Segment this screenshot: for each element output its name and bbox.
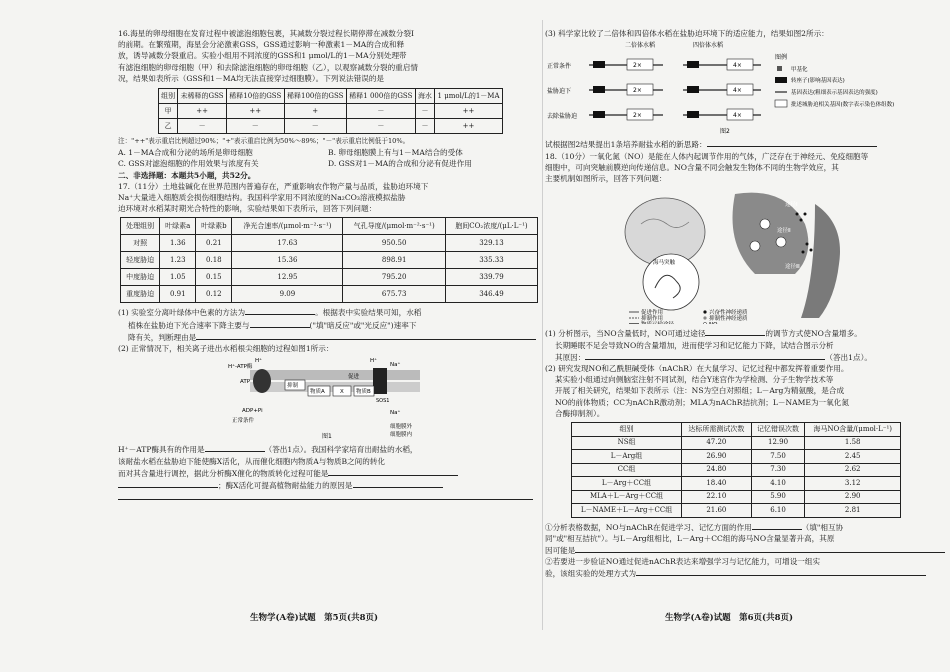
legend-item: 抑制作用	[641, 316, 664, 323]
label-atp: ATP	[240, 379, 251, 386]
table-cell: 2.62	[805, 463, 901, 477]
fig2-legend-item: 转座子(影响基因表达)	[791, 78, 845, 85]
table-row	[572, 490, 901, 504]
q18-c1-text: 因可能是	[545, 545, 576, 555]
table-header: 组别	[572, 423, 682, 437]
q18-sub1-text: （答出1点）。	[825, 352, 872, 362]
q17-stem-line: 17.（11分）土地盐碱化在世界范围内普遍存在，严重影响农作物产量与品质，盐胁迫环境下	[118, 181, 429, 191]
option-b: B. 卵母细胞膜上有与1－MA结合的受体	[328, 148, 463, 158]
label-sos1: SOS1	[376, 398, 390, 405]
answer-blank[interactable]	[353, 479, 443, 488]
fig2-box-label: 2×	[633, 112, 642, 120]
table-header: 组别	[159, 89, 178, 104]
figure-1-label: 图1	[322, 433, 332, 441]
table-header: 净光合速率/(μmol·m⁻²·s⁻¹)	[232, 218, 343, 235]
right-page	[545, 28, 950, 580]
table-cell: 7.50	[751, 450, 805, 464]
legend-item: 兴奋性神经递质	[709, 310, 748, 317]
answer-blank[interactable]	[575, 544, 945, 553]
table-cell: 甲	[159, 104, 178, 119]
gene-box-icon	[775, 100, 787, 107]
figure-2-label: 图2	[720, 128, 730, 136]
table-header: 胞间CO₂浓度/(μL·L⁻¹)	[445, 218, 537, 235]
table-cell: 47.20	[682, 436, 752, 450]
table-row	[572, 450, 901, 464]
table-cell: MLA＋L－Arg＋CC组	[572, 490, 682, 504]
table-cell: 0.91	[160, 286, 196, 303]
table-header: 1 μmol/L的1－MA	[435, 89, 503, 104]
table-cell: ++	[226, 104, 284, 119]
q16-stem-line: 有滤泡细胞的卵母细胞（甲）和去除滤泡细胞的卵母细胞（乙），以观察减数分裂的重启情	[118, 62, 418, 72]
q17-sub2-text: ；酶X活化可提高植物耐盐能力的原因是	[218, 481, 353, 491]
table-cell: CC组	[572, 463, 682, 477]
option-a: A. 1－MA合成和分泌的场所是卵母细胞	[118, 148, 253, 158]
option-c: C. GSS对滤泡细胞的作用效果与浓度有关	[118, 159, 259, 169]
fig2-row-label: 正常条件	[547, 63, 572, 71]
table-cell: 22.10	[682, 490, 752, 504]
fig2-box-label: 4×	[733, 87, 742, 95]
table-cell: 12.90	[751, 436, 805, 450]
answer-blank[interactable]	[250, 319, 310, 328]
table-cell: 2.90	[805, 490, 901, 504]
label-pathway-3: 途径Ⅲ	[785, 264, 800, 271]
table-header: 达标所需测试次数	[682, 423, 752, 437]
q16-stem-line: 的前期。在繁殖期，海星会分泌激素GSS，GSS通过影响一种激素1－MA的合成和释	[118, 40, 405, 50]
figure-1	[118, 354, 538, 440]
label-substance-b: 物质B	[356, 389, 371, 396]
fig2-box-label: 2×	[633, 62, 642, 70]
table-cell: 4.10	[751, 477, 805, 491]
answer-blank[interactable]	[118, 479, 218, 488]
page-footer: 生物学(A卷)试题 第5页(共8页)	[250, 613, 379, 623]
q18-sub2-text: 某实验小组通过向侧脑室注射不同试剂，结合Y迷宫作为学检测、分子生物学技术等	[555, 375, 834, 385]
table-cell: 795.20	[343, 269, 446, 286]
table-cell: L－NAME＋L－Arg＋CC组	[572, 504, 682, 518]
table-cell: 17.63	[232, 235, 343, 252]
fig-legend	[629, 308, 748, 324]
label-x: X	[340, 389, 344, 396]
table-cell: 重度胁迫	[121, 286, 160, 303]
q16-stem-line: 16.海星的卵母细胞在发育过程中被滤泡细胞包裹，其减数分裂过程长期停滞在减数分裂Ⅰ	[118, 29, 415, 38]
q17-sub2-text: 而对其含量进行调控，据此分析酶X催化的物质转化过程可能是	[118, 468, 329, 478]
q18-c1-text: （填"相互协	[801, 522, 844, 532]
q18-sub2-text: 开展了相关研究，结果如下表所示（注：NS为空白对照组；L－Arg为精氨酸，是合成	[555, 386, 845, 396]
page-footer: 生物学(A卷)试题 第6页(共8页)	[665, 613, 794, 623]
page-divider	[542, 20, 543, 630]
fig2-box-label: 4×	[733, 112, 742, 120]
table-cell: L－Arg组	[572, 450, 682, 464]
table-header: 气孔导度/(μmol·m⁻²·s⁻¹)	[343, 218, 446, 235]
answer-blank[interactable]	[752, 521, 802, 530]
table-cell: 1.58	[805, 436, 901, 450]
label-na: Na⁺	[390, 410, 401, 417]
q17-sub2-text: (2) 正常情况下，相关离子进出水稻根尖细胞的过程如图1所示：	[118, 344, 334, 354]
q16-stem-line: 况，结果如表所示（GSS和1－MA均无法直接穿过细胞膜）。下列说法错误的是	[118, 73, 385, 83]
table-header: 稀释10倍的GSS	[226, 89, 284, 104]
table-cell: 18.40	[682, 477, 752, 491]
table-cell: 24.80	[682, 463, 752, 477]
answer-blank[interactable]	[118, 491, 533, 500]
table-cell: 1.36	[160, 235, 196, 252]
q17-sub1-text: 植株在盐胁迫下光合速率下降主要与	[128, 320, 250, 330]
table-cell: 6.10	[751, 504, 805, 518]
table-cell: ++	[435, 119, 503, 134]
fig2-box-label: 2×	[633, 87, 642, 95]
table-header: 处理组别	[121, 218, 160, 235]
table-cell: ++	[178, 104, 227, 119]
q18-sub1-text: 长期睡眠不足会导致NO的含量增加，进而使学习和记忆能力下降，试结合图示分析	[555, 340, 834, 350]
answer-blank[interactable]	[636, 567, 926, 576]
legend-item: 抑制性神经递质	[709, 316, 748, 323]
table-cell: 1.23	[160, 252, 196, 269]
table-cell: 329.13	[445, 235, 537, 252]
table-cell: 9.09	[232, 286, 343, 303]
fig2-gene-row	[589, 109, 761, 120]
table-cell: ++	[435, 104, 503, 119]
label-inhibit: 抑制	[287, 383, 299, 390]
table-cell: －	[415, 119, 434, 134]
q18-sub1-text: 其原因：	[555, 352, 586, 362]
table-cell: 2.81	[805, 504, 901, 518]
legend-item: 促进作用	[641, 310, 664, 317]
label-substance-a: 物质A	[310, 389, 325, 396]
table-header: 稀释1 000倍的GSS	[346, 89, 415, 104]
q17-table	[120, 217, 538, 303]
table-cell: NS组	[572, 436, 682, 450]
table-cell: －	[415, 104, 434, 119]
table-cell: 0.15	[196, 269, 232, 286]
answer-blank[interactable]	[585, 351, 825, 360]
label-pathway-2: 途径Ⅱ	[777, 228, 791, 235]
table-row	[121, 269, 538, 286]
label-normal: 正常条件	[232, 418, 255, 425]
answer-blank[interactable]	[705, 327, 765, 336]
answer-blank[interactable]	[205, 443, 265, 452]
table-cell: －	[346, 119, 415, 134]
table-header: 叶绿素a	[160, 218, 196, 235]
fig2-legend-item: 基因表达(粗细表示基因表达的强度)	[791, 90, 878, 97]
fig2-row-label: 去除盐胁迫	[547, 113, 578, 121]
question-18	[545, 151, 950, 580]
answer-blank[interactable]	[245, 306, 315, 315]
table-cell: L－Arg＋CC组	[572, 477, 682, 491]
q17-sub1-text: 降有关，判断理由是	[128, 332, 197, 342]
methylation-icon	[777, 66, 782, 71]
q18-table	[571, 422, 901, 518]
q17-sub2-text: （答出1点）。我国科学家培育出耐盐的水稻，	[264, 445, 418, 455]
label-pathway-1: 途径Ⅰ	[785, 202, 798, 209]
question-16	[118, 28, 538, 170]
label-adp: ADP+Pi	[242, 408, 263, 415]
q18-sub1-text: 的调节方式使NO含量增多。	[765, 329, 862, 339]
label-h-atp: H⁺-ATP酶	[228, 364, 253, 371]
q18-c2-text: ②若要进一步验证NO通过促进nAChR表达来增强学习与记忆能力，可增设一组实	[545, 557, 821, 567]
fig2-col-header: 四倍体水稻	[693, 42, 724, 50]
transposon-icon	[775, 77, 787, 83]
label-hippocampus: 海马突触	[653, 260, 676, 267]
q17-sub3-text: (3) 科学家比较了二倍体和四倍体水稻在盐胁迫环境下的适应能力，结果如图2所示：	[545, 29, 829, 38]
table-cell: 0.18	[196, 252, 232, 269]
q17-stem-line: 迫环境对水稻某时期光合特性的影响，实验结果如下表所示，回答下列问题：	[118, 204, 377, 214]
table-header: 海马NO含量/(μmol·L⁻¹)	[805, 423, 901, 437]
table-cell: 339.79	[445, 269, 537, 286]
table-cell: 26.90	[682, 450, 752, 464]
table-cell: －	[226, 119, 284, 134]
q17-sub1-text: ("填"暗反应"或"光反应")速率下	[309, 320, 417, 330]
label-h: H⁺	[370, 358, 378, 365]
q16-table	[158, 88, 503, 134]
table-row	[159, 119, 503, 134]
sos1-transporter-icon	[373, 368, 387, 394]
q18-sub2-text: (2) 研究发现NO和乙酰胆碱受体（nAChR）在大鼠学习、记忆过程中都发挥着重要作用。	[545, 364, 849, 374]
table-cell: 2.45	[805, 450, 901, 464]
q18-stem-line: 细胞中，可向突触前膜逆向传递信息。NO含量不同会触发生物体不同的生物学效应，其	[545, 162, 839, 172]
table-cell: 346.49	[445, 286, 537, 303]
question-17	[118, 181, 538, 504]
table-cell: 21.60	[682, 504, 752, 518]
fig2-legend-item: 甲基化	[791, 67, 808, 74]
answer-blank[interactable]	[328, 467, 458, 476]
fig2-gene-row	[589, 84, 761, 95]
q17-sub2-text: 该耐盐水稻在盐胁迫下能使酶X活化，从而催化细胞内物质A与物质B之间的转化	[118, 456, 386, 466]
q18-stem-line: 18.（10分）一氧化氮（NO）是能在人体内起调节作用的气体，广泛存在于神经元、免疫细胞等	[545, 151, 869, 161]
table-header: 稀释100倍的GSS	[284, 89, 346, 104]
table-header: 记忆错误次数	[751, 423, 805, 437]
table-row	[121, 252, 538, 269]
table-row	[121, 235, 538, 252]
q18-c1-text: ①分析表格数据，NO与nAChR在促进学习、记忆方面的作用	[545, 522, 752, 532]
table-cell: +	[284, 104, 346, 119]
left-page	[118, 28, 538, 503]
table-header: 海水	[415, 89, 434, 104]
q18-stem-line: 主要机制如图所示，回答下列问题：	[545, 174, 667, 184]
table-cell: 3.12	[805, 477, 901, 491]
q17-sub2-text: H⁺－ATP酶具有的作用是	[118, 445, 205, 455]
table-cell: －	[178, 119, 227, 134]
q18-c2-text: 验，该组实验的处理方式为	[545, 569, 637, 579]
fig2-legend-item: 批述城胁迫相关基因(数字表示染色体组数)	[791, 102, 895, 109]
table-cell: 898.91	[343, 252, 446, 269]
label-promote: 促进	[348, 374, 360, 381]
table-cell: 12.95	[232, 269, 343, 286]
figure-2	[545, 39, 950, 135]
table-row	[121, 286, 538, 303]
q17-stem-line: Na⁺大量进入细胞质会损伤细胞结构。我国科学家用不同浓度的Na₂CO₃溶液模拟盐胁	[118, 193, 406, 203]
table-cell: 675.73	[343, 286, 446, 303]
q16-note: 注："++"表示重启比例超过90%；"+"表示重启比例为50%～89%；"－"表示重启比例低于10%。	[118, 137, 410, 146]
table-cell: 0.12	[196, 286, 232, 303]
postsynaptic-membrane-icon	[801, 204, 840, 318]
answer-blank[interactable]	[707, 138, 877, 147]
table-cell: －	[346, 104, 415, 119]
fig2-legend-title: 图例	[775, 54, 788, 62]
label-outside: 细胞膜外	[390, 424, 413, 431]
table-cell: 7.30	[751, 463, 805, 477]
q18-sub1-text: (1) 分析图示，当NO含量低时，NO可通过途径	[545, 329, 706, 339]
table-cell: 950.50	[343, 235, 446, 252]
q16-options	[118, 147, 538, 169]
table-cell: －	[284, 119, 346, 134]
q17-sub3-text: 试根据图2结果提出1条培养耐盐水稻的新思路：	[545, 140, 707, 150]
q18-sub2-text: NO的前体物质；CC为nAChR激动剂；MLA为nAChR拮抗剂；L－NAME为一氧化氮	[555, 397, 849, 407]
table-cell: 轻度胁迫	[121, 252, 160, 269]
fig2-col-header: 二倍体水稻	[625, 42, 656, 50]
table-cell: 中度胁迫	[121, 269, 160, 286]
table-cell: 335.33	[445, 252, 537, 269]
fig2-gene-row	[589, 59, 761, 70]
fig2-box-label: 4×	[733, 62, 742, 70]
cell-membrane	[250, 370, 420, 380]
label-na: Na⁺	[390, 362, 401, 369]
table-header: 未稀释的GSS	[178, 89, 227, 104]
label-inside: 细胞膜内	[390, 432, 413, 439]
table-header: 叶绿素b	[196, 218, 232, 235]
table-cell: 乙	[159, 119, 178, 134]
table-row	[572, 504, 901, 518]
section-heading: 二、非选择题：本题共5小题，共52分。	[118, 170, 256, 180]
q16-stem-line: 放，诱导减数分裂重启。实验小组用不同浓度的GSS和1 μmol/L的1－MA分别处理带	[118, 51, 407, 61]
table-cell: 5.90	[751, 490, 805, 504]
table-cell: 0.21	[196, 235, 232, 252]
table-row	[572, 477, 901, 491]
q18-c1-text: 同"或"相互拮抗"）。与L－Arg组相比，L－Arg＋CC组的海马NO含量显著升高，其原	[545, 533, 835, 543]
table-cell: 15.36	[232, 252, 343, 269]
table-cell: 对照	[121, 235, 160, 252]
table-row	[159, 104, 503, 119]
h-atp-pump-icon	[253, 369, 271, 393]
table-row	[572, 463, 901, 477]
table-cell: 1.05	[160, 269, 196, 286]
q17-sub1-text: (1) 实验室分离叶绿体中色素的方法为	[118, 308, 246, 318]
figure-no-mechanism	[545, 184, 950, 324]
q18-sub2-text: 合酶抑制剂）。	[555, 408, 605, 418]
label-h: H⁺	[255, 358, 263, 365]
legend-item	[709, 322, 718, 324]
answer-blank[interactable]	[196, 331, 536, 340]
fig2-row-label: 盐胁迫下	[547, 88, 572, 96]
table-row	[572, 436, 901, 450]
option-d: D. GSS对1－MA的合成和分泌有促进作用	[328, 159, 472, 169]
q17-sub1-text: 。根据表中实验结果可知，水稻	[315, 308, 422, 318]
